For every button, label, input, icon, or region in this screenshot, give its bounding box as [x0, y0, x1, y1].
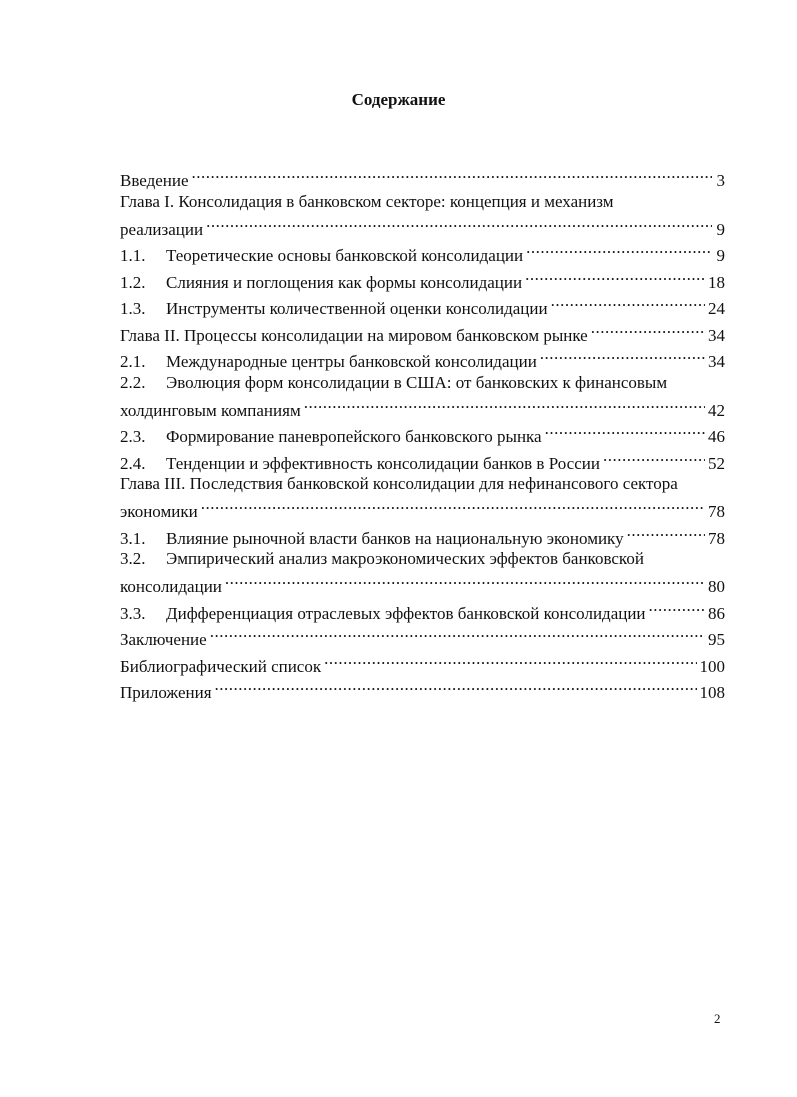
toc-page-number: 9	[716, 219, 725, 239]
toc-entry-section-2-2[interactable]	[120, 372, 725, 420]
toc-entry-chapter-3[interactable]	[120, 473, 725, 521]
dot-leader	[627, 522, 705, 544]
toc-entry-text: Теоретические основы банковской консолидации	[166, 246, 524, 265]
page-number: 2	[714, 1011, 721, 1026]
dot-leader	[304, 394, 705, 416]
toc-entry-text: Введение	[120, 171, 189, 190]
dot-leader	[525, 266, 705, 288]
toc-entry-section-2-1[interactable]	[120, 345, 725, 371]
toc-entry-introduction[interactable]	[120, 164, 725, 190]
toc-section-number: 2.2.	[120, 372, 146, 392]
toc-entry-text-continued: реализации	[120, 219, 204, 239]
toc-entry-text: Глава II. Процессы консолидации на мировом банковском рынке	[120, 325, 588, 345]
toc-entry-section-2-4[interactable]	[120, 447, 725, 473]
toc-entry-text: Дифференциация отраслевых эффектов банковской консолидации	[166, 603, 646, 623]
toc-entry-section-1-3[interactable]	[120, 292, 725, 318]
toc-page-number: 80	[708, 577, 725, 596]
toc-entry-text: Слияния и поглощения как формы консолидации	[166, 272, 523, 292]
toc-section-number: 2.1.	[120, 352, 146, 371]
page-title: Содержание	[351, 90, 446, 109]
toc-entry-text: Глава III. Последствия банковской консолидации для нефинансового сектора	[120, 474, 678, 493]
toc-entry-text: Формирование паневропейского банковского рынка	[166, 427, 542, 446]
toc-section-number: 3.2.	[120, 549, 146, 568]
toc-page-number: 108	[699, 683, 725, 702]
dot-leader	[649, 597, 705, 619]
toc-page-number: 18	[708, 272, 725, 292]
toc-entry-section-2-3[interactable]	[120, 420, 725, 446]
toc-page-number: 42	[708, 400, 725, 420]
toc-entry-appendices[interactable]	[120, 676, 725, 702]
toc-entry-bibliography[interactable]	[120, 650, 725, 676]
toc-entry-text: Глава I. Консолидация в банковском секторе: концепция и механизм	[120, 191, 614, 211]
toc-entry-section-3-3[interactable]	[120, 597, 725, 623]
toc-entry-text-continued: холдинговым компаниям	[120, 400, 301, 420]
toc-entry-text: Инструменты количественной оценки консолидации	[166, 299, 548, 318]
toc-entry-text: Библиографический список	[120, 656, 322, 676]
toc-entry-text: Заключение	[120, 630, 207, 649]
dot-leader	[201, 495, 705, 517]
toc-entry-chapter-1[interactable]	[120, 191, 725, 239]
toc-entry-conclusion[interactable]	[120, 623, 725, 649]
dot-leader	[603, 447, 705, 469]
toc-entry-text: Тенденции и эффективность консолидации банков в России	[166, 453, 600, 473]
toc-page-number: 34	[708, 352, 725, 371]
dot-leader	[551, 292, 705, 314]
dot-leader	[545, 420, 705, 442]
toc-page-number: 78	[708, 528, 725, 548]
toc-section-number: 1.3.	[120, 299, 146, 318]
dot-leader	[540, 345, 705, 367]
toc-entry-section-1-1[interactable]	[120, 239, 725, 265]
toc-section-number: 2.3.	[120, 427, 146, 446]
toc-entry-section-1-2[interactable]	[120, 266, 725, 292]
toc-page-number: 3	[716, 171, 725, 190]
toc-page-number: 34	[708, 325, 725, 345]
toc-entry-text: Приложения	[120, 683, 212, 702]
toc-section-number: 1.1.	[120, 246, 146, 265]
dot-leader	[210, 623, 705, 645]
dot-leader	[526, 239, 712, 261]
dot-leader	[192, 164, 712, 186]
toc-entry-text: Влияние рыночной власти банков на национальную экономику	[166, 528, 624, 548]
toc-page-number: 52	[708, 453, 725, 473]
toc-page-number: 24	[708, 299, 725, 318]
dot-leader	[324, 650, 696, 672]
toc-entry-text-continued: консолидации	[120, 577, 222, 596]
toc-entry-text-continued: экономики	[120, 502, 198, 521]
dot-leader	[225, 570, 705, 592]
dot-leader	[215, 676, 697, 698]
toc-entry-text: Международные центры банковской консолидации	[166, 352, 537, 371]
toc-section-number: 1.2.	[120, 272, 146, 292]
toc-page-number: 46	[708, 427, 725, 446]
toc-section-number: 3.1.	[120, 528, 146, 548]
toc-entry-text: Эволюция форм консолидации в США: от банковских к финансовым	[166, 372, 668, 392]
toc-entry-chapter-2[interactable]	[120, 319, 725, 345]
toc-entry-text: Эмпирический анализ макроэкономических эффектов банковской	[166, 549, 644, 568]
toc-section-number: 2.4.	[120, 453, 146, 473]
toc-page-number: 86	[708, 603, 725, 623]
toc-page-number: 9	[716, 246, 725, 265]
table-of-contents	[120, 164, 725, 703]
toc-section-number: 3.3.	[120, 603, 146, 623]
dot-leader	[206, 213, 712, 235]
toc-page-number: 100	[699, 656, 725, 676]
toc-page-number: 95	[708, 630, 725, 649]
dot-leader	[591, 319, 705, 341]
toc-page-number: 78	[708, 502, 725, 521]
toc-entry-section-3-1[interactable]	[120, 522, 725, 548]
toc-entry-section-3-2[interactable]	[120, 548, 725, 596]
